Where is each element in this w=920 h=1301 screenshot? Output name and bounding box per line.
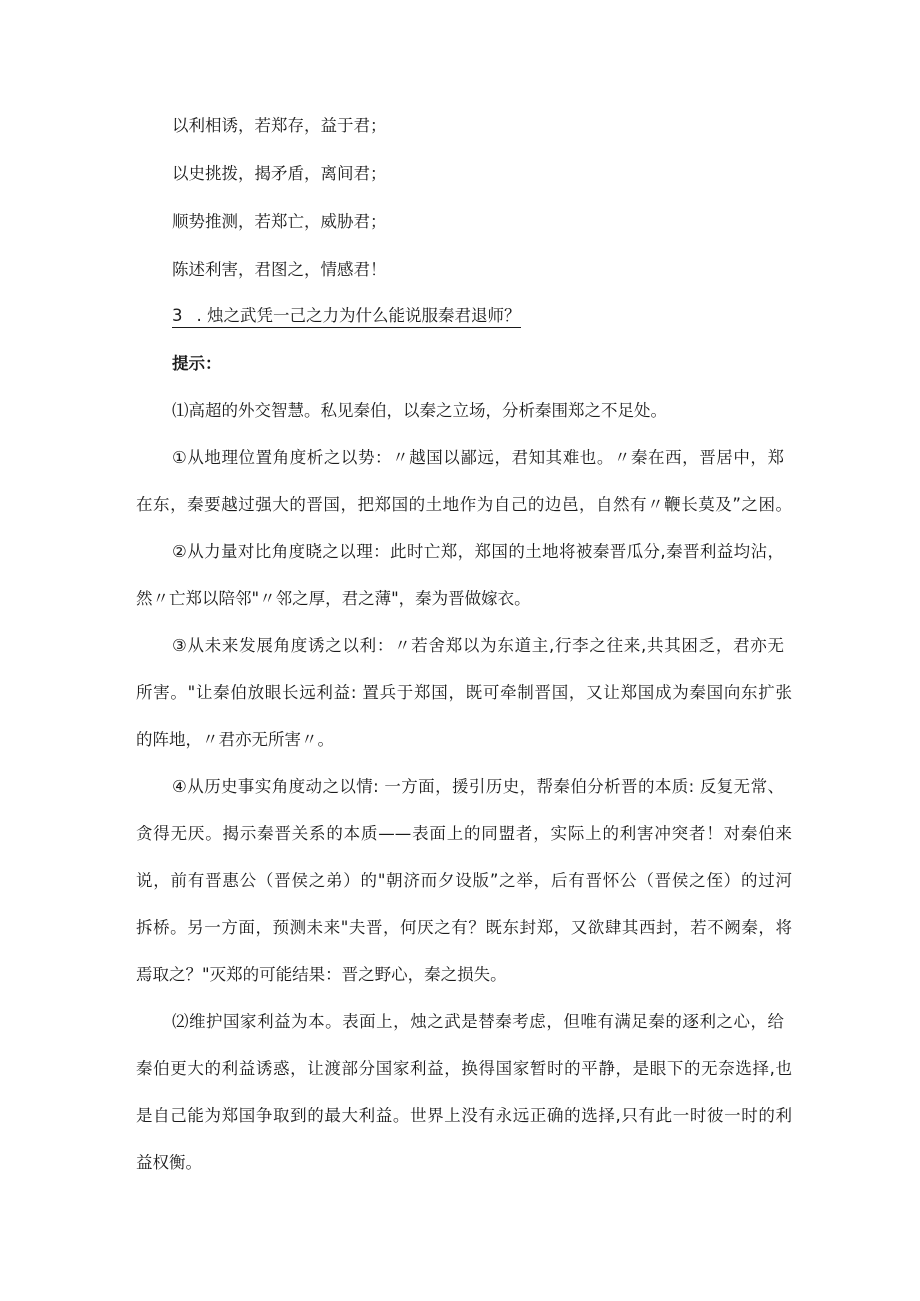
question-heading <box>172 306 521 328</box>
body-line-10: 贪得无厌。揭示秦晋关系的本质——表面上的同盟者，实际上的利害冲突者！对秦伯来 <box>136 824 792 843</box>
question-text: . 烛之武凭一己之力为什么能说服秦君退师？ <box>196 306 521 325</box>
summary-line-2: 以史挑拨，揭矛盾，离间君； <box>172 164 387 183</box>
body-line-4: ②从力量对比角度晓之以理：此时亡郑，郑国的土地将被秦晋瓜分,秦晋利益均沾， <box>172 542 784 561</box>
body-line-8: 的阵地，〃君亦无所害〃。 <box>136 730 334 749</box>
body-line-17: 益权衡。 <box>136 1153 202 1172</box>
body-line-11: 说，前有晋惠公（晋侯之弟）的"朝济而夕设版”之举，后有晋怀公（晋侯之侄）的过河 <box>136 871 792 890</box>
body-line-9: ④从历史事实角度动之以情: 一方面，援引历史，帮秦伯分析晋的本质: 反复无常、 <box>172 777 784 796</box>
body-line-7: 所害。"让秦伯放眼长远利益: 置兵于郑国，既可牵制晋国，又让郑国成为秦国向东扩张 <box>136 683 792 702</box>
body-line-2: ①从地理位置角度析之以势：〃越国以鄙远，君知其难也。〃秦在西，晋居中，郑 <box>172 448 784 467</box>
question-number: 3 <box>172 306 183 325</box>
summary-line-3: 顺势推测，若郑亡，威胁君； <box>172 212 387 231</box>
body-line-5: 然〃亡郑以陪邻"〃邻之厚，君之薄"，秦为晋做嫁衣。 <box>136 589 531 608</box>
summary-line-1: 以利相诱，若郑存，益于君； <box>172 116 387 135</box>
body-line-14: ⑵维护国家利益为本。表面上，烛之武是替秦考虑，但唯有满足秦的逐利之心，给 <box>172 1012 784 1031</box>
body-line-15: 秦伯更大的利益诱惑，让渡部分国家利益，换得国家暂时的平静，是眼下的无奈选择,也 <box>136 1059 792 1078</box>
body-line-3: 在东，秦要越过强大的晋国，把郑国的土地作为自己的边邑，自然有〃鞭长莫及”之困。 <box>136 495 792 514</box>
body-line-12: 拆桥。另一方面，预测未来"夫晋，何厌之有？既东封郑，又欲肆其西封，若不阙秦，将 <box>136 918 792 937</box>
body-line-16: 是自己能为郑国争取到的最大利益。世界上没有永远正确的选择,只有此一时彼一时的利 <box>136 1106 792 1125</box>
hint-label: 提示： <box>172 354 222 373</box>
summary-line-4: 陈述利害，君图之，情感君！ <box>172 260 387 279</box>
body-line-6: ③从未来发展角度诱之以利：〃若舍郑以为东道主,行李之往来,共其困乏，君亦无 <box>172 636 784 655</box>
body-line-1: ⑴高超的外交智慧。私见秦伯，以秦之立场，分析秦围郑之不足处。 <box>172 401 667 420</box>
body-line-13: 焉取之？"灭郑的可能结果：晋之野心，秦之损失。 <box>136 965 507 984</box>
